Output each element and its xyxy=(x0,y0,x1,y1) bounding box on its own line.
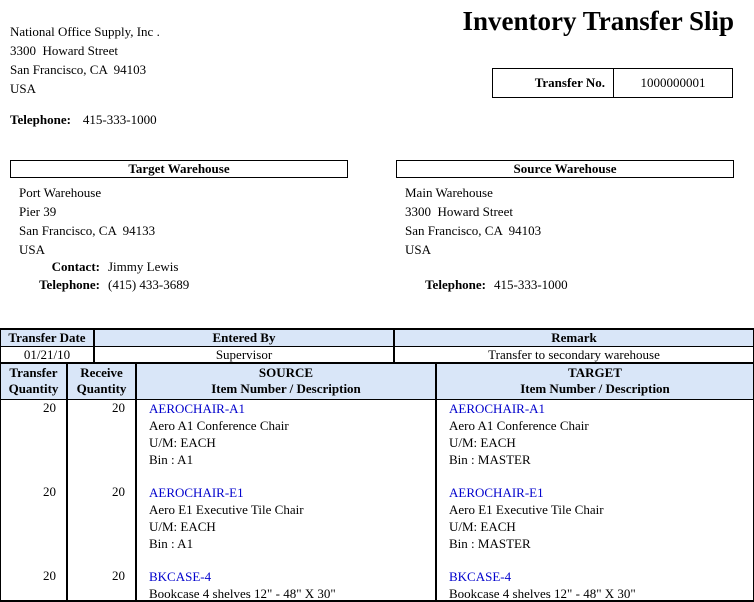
source-telephone-row xyxy=(396,277,568,293)
remark-value: Transfer to secondary warehouse xyxy=(395,347,754,364)
item-number-link[interactable]: AEROCHAIR-A1 xyxy=(449,401,546,416)
transfer-qty-cell: 20 xyxy=(0,565,68,602)
company-telephone-row xyxy=(10,112,157,128)
target-item-cell xyxy=(437,397,754,481)
item-description: Aero E1 Executive Tile Chair xyxy=(149,502,304,517)
address-line: Port Warehouse xyxy=(19,185,102,200)
telephone-label: Telephone: xyxy=(39,277,100,292)
source-item-cell xyxy=(137,481,437,565)
target-item-cell xyxy=(437,481,754,565)
entered-by-value: Supervisor xyxy=(95,347,395,364)
transfer-date-value: 01/21/10 xyxy=(0,347,95,364)
source-column-header: SOURCE Item Number / Description xyxy=(137,364,437,399)
telephone-label: Telephone: xyxy=(10,112,71,127)
item-description: Bookcase 4 shelves 12" - 48" X 30" xyxy=(149,586,336,601)
company-address-line: 3300 Howard Street xyxy=(10,43,118,58)
transfer-qty-cell: 20 xyxy=(0,481,68,565)
item-number-link[interactable]: AEROCHAIR-E1 xyxy=(449,485,544,500)
receive-qty-cell: 20 xyxy=(68,565,137,602)
remark-header: Remark xyxy=(395,330,754,347)
company-address-block xyxy=(10,22,160,98)
company-address-line: San Francisco, CA 94103 xyxy=(10,62,147,77)
transfer-info-table xyxy=(0,328,754,365)
contact-label: Contact: xyxy=(51,259,100,274)
transfer-no-value: 1000000001 xyxy=(640,75,706,90)
transfer-no-label: Transfer No. xyxy=(493,69,614,97)
item-uom: U/M: EACH xyxy=(149,519,216,534)
table-row xyxy=(0,397,754,481)
source-warehouse-address xyxy=(405,183,541,259)
source-item-cell xyxy=(137,565,437,602)
info-table-header-row xyxy=(0,330,754,347)
item-uom: U/M: EACH xyxy=(449,519,516,534)
telephone-value: 415-333-1000 xyxy=(494,277,568,292)
page-title: Inventory Transfer Slip xyxy=(462,6,734,36)
item-number-link[interactable]: AEROCHAIR-E1 xyxy=(149,485,244,500)
source-warehouse-header: Source Warehouse xyxy=(396,160,734,178)
item-number-link[interactable]: BKCASE-4 xyxy=(149,569,212,584)
items-table-header xyxy=(0,362,754,400)
target-warehouse-header: Target Warehouse xyxy=(10,160,348,178)
item-description: Aero A1 Conference Chair xyxy=(149,418,289,433)
telephone-value: (415) 433-3689 xyxy=(108,277,190,292)
address-line: USA xyxy=(405,242,432,257)
receive-qty-cell: 20 xyxy=(68,397,137,481)
address-line: Pier 39 xyxy=(19,204,57,219)
contact-value: Jimmy Lewis xyxy=(108,259,179,274)
target-item-cell xyxy=(437,565,754,602)
target-warehouse-address xyxy=(19,183,155,259)
table-row xyxy=(0,481,754,565)
company-address-line: USA xyxy=(10,81,37,96)
source-item-cell xyxy=(137,397,437,481)
item-bin: Bin : MASTER xyxy=(449,452,531,467)
transfer-qty-cell: 20 xyxy=(0,397,68,481)
transfer-quantity-header: Transfer Quantity xyxy=(0,364,68,399)
item-number-link[interactable]: AEROCHAIR-A1 xyxy=(149,401,246,416)
item-bin: Bin : A1 xyxy=(149,452,194,467)
transfer-no-box xyxy=(492,68,733,98)
item-uom: U/M: EACH xyxy=(149,435,216,450)
items-table-body xyxy=(0,397,754,602)
address-line: USA xyxy=(19,242,46,257)
table-row xyxy=(0,565,754,602)
transfer-date-header: Transfer Date xyxy=(0,330,95,347)
address-line: Main Warehouse xyxy=(405,185,493,200)
item-bin: Bin : A1 xyxy=(149,536,194,551)
item-bin: Bin : MASTER xyxy=(449,536,531,551)
item-description: Bookcase 4 shelves 12" - 48" X 30" xyxy=(449,586,636,601)
target-column-header: TARGET Item Number / Description xyxy=(437,364,754,399)
address-line: San Francisco, CA 94103 xyxy=(405,223,542,238)
target-telephone-row xyxy=(10,277,189,293)
item-description: Aero E1 Executive Tile Chair xyxy=(449,502,604,517)
receive-qty-cell: 20 xyxy=(68,481,137,565)
item-uom: U/M: EACH xyxy=(449,435,516,450)
telephone-value: 415-333-1000 xyxy=(82,112,157,127)
item-description: Aero A1 Conference Chair xyxy=(449,418,589,433)
receive-quantity-header: Receive Quantity xyxy=(68,364,137,399)
company-name: National Office Supply, Inc . xyxy=(10,24,160,39)
target-contact-row xyxy=(10,259,178,275)
address-line: 3300 Howard Street xyxy=(405,204,513,219)
telephone-label: Telephone: xyxy=(425,277,486,292)
entered-by-header: Entered By xyxy=(95,330,395,347)
address-line: San Francisco, CA 94133 xyxy=(19,223,156,238)
item-number-link[interactable]: BKCASE-4 xyxy=(449,569,512,584)
